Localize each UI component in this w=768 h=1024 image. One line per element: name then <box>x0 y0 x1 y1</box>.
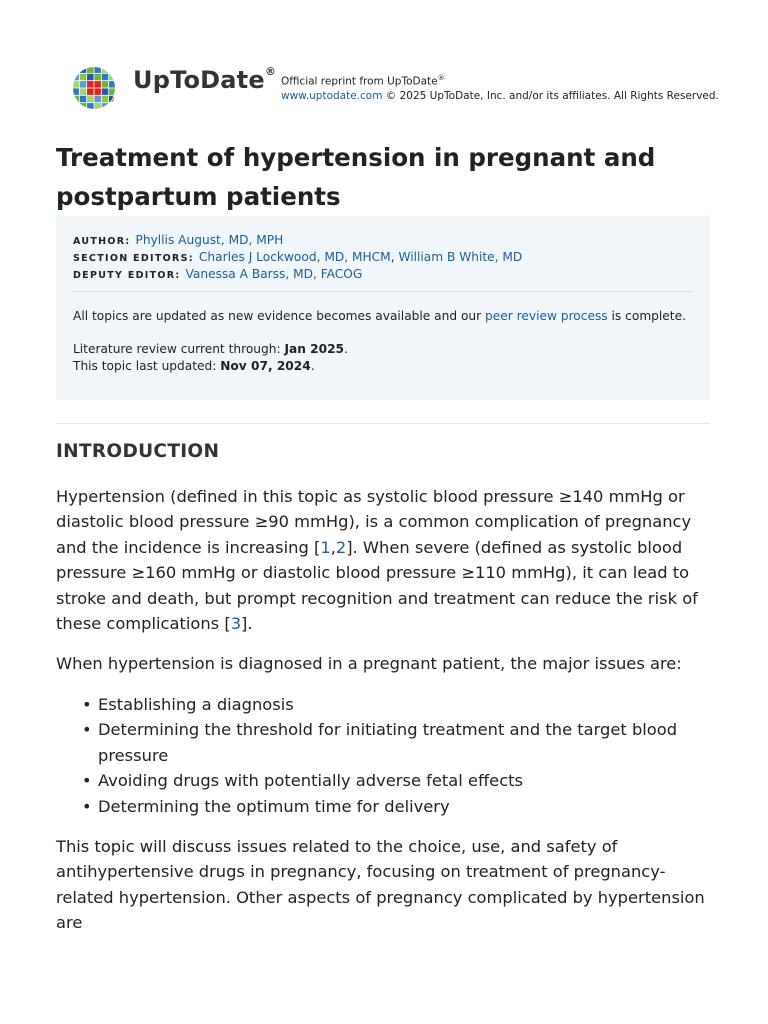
uptodate-site-link[interactable]: www.uptodate.com <box>281 89 383 102</box>
peer-review-link[interactable]: peer review process <box>485 309 608 323</box>
deputy-editor-link[interactable]: Vanessa A Barss, MD, FACOG <box>185 267 363 281</box>
logo-tile <box>80 103 87 110</box>
section-editor-link[interactable]: William B White, MD <box>398 250 523 264</box>
reference-link[interactable]: 2 <box>335 537 347 557</box>
logo-tile <box>94 81 101 88</box>
logo-tile <box>102 81 109 88</box>
author-link[interactable]: Phyllis August, MD, MPH <box>135 233 284 247</box>
logo-tile <box>87 103 94 110</box>
logo-tile <box>102 88 109 95</box>
logo-tile <box>72 103 79 110</box>
logo-tile <box>87 96 94 103</box>
logo-tile <box>72 96 79 103</box>
logo-tile <box>109 66 116 73</box>
deputy-editor-line: DEPUTY EDITOR: Vanessa A Barss, MD, FACOG <box>73 267 363 281</box>
logo-tile <box>87 88 94 95</box>
logo-tile <box>109 81 116 88</box>
logo-tile <box>102 74 109 81</box>
topic-title: Treatment of hypertension in pregnant and postpartum patients <box>56 143 656 211</box>
list-item: • Determining the threshold for initiating treatment and the target blood pressure <box>82 720 678 765</box>
last-updated-date: This topic last updated: Nov 07, 2024. <box>73 359 315 373</box>
reference-link[interactable]: 3 <box>230 614 242 634</box>
reprint-notice: Official reprint from UpToDate® www.uptodate.com © 2025 UpToDate, Inc. and/or its affiliates. All Rights Reserved. <box>281 74 719 102</box>
logo-tile <box>80 74 87 81</box>
logo-tile <box>87 66 94 73</box>
brand-name: UpToDate® <box>133 65 277 94</box>
logo-tile <box>80 66 87 73</box>
logo-tile <box>72 88 79 95</box>
logo-tile <box>102 103 109 110</box>
section-editor-link[interactable]: Charles J Lockwood, MD, MHCM <box>198 250 391 264</box>
topic-info-box <box>56 216 710 400</box>
scope-paragraph: This topic will discuss issues related to the choice, use, and safety of antihypertensive drugs in pregnancy, focusing on treatment of pregnancy-related hypertension. Other aspects of pregnancy complicated by hypertension are <box>56 837 705 933</box>
logo-tile <box>94 66 101 73</box>
update-notice: All topics are updated as new evidence becomes available and our peer review process is complete. <box>73 309 686 323</box>
logo-tile <box>109 103 116 110</box>
list-item: • Avoiding drugs with potentially adverse fetal effects <box>82 771 524 791</box>
list-item: • Determining the optimum time for delivery <box>82 796 450 816</box>
logo-tile <box>102 66 109 73</box>
logo-tile <box>72 66 79 73</box>
literature-review-date: Literature review current through: Jan 2025. <box>73 342 348 356</box>
logo-tile <box>80 96 87 103</box>
intro-paragraph: Hypertension (defined in this topic as systolic blood pressure ≥140 mmHg or diastolic blood pressure ≥90 mmHg), is a common complication of pregnancy and the incidence is increasing [1,2]. When severe (defined as systolic blood pressure ≥160 mmHg or diastolic blood pressure ≥110 mmHg), it can lead to stroke and death, but prompt recognition and treatment can reduce the risk of these complications [3]. <box>56 487 698 634</box>
logo-tile <box>94 96 101 103</box>
reference-link[interactable]: 1 <box>320 537 331 557</box>
list-item: • Establishing a diagnosis <box>82 695 294 714</box>
logo-tile <box>72 81 79 88</box>
section-heading-introduction: INTRODUCTION <box>56 441 220 462</box>
logo-tile <box>109 88 116 95</box>
author-line: AUTHOR: Phyllis August, MD, MPH <box>73 233 284 247</box>
logo-tile <box>87 81 94 88</box>
issues-list <box>56 692 696 819</box>
logo-tile <box>94 103 101 110</box>
page-header <box>72 62 719 112</box>
logo-tile <box>87 74 94 81</box>
section-divider <box>56 423 710 424</box>
logo-tile <box>94 74 101 81</box>
logo-tile <box>94 88 101 95</box>
logo-tile <box>80 81 87 88</box>
logo-tile <box>109 74 116 81</box>
copyright-text: © 2025 UpToDate, Inc. and/or its affiliates. All Rights Reserved. <box>385 89 719 102</box>
info-divider <box>73 291 693 292</box>
logo-tile <box>80 88 87 95</box>
logo-tile <box>72 74 79 81</box>
section-editors-line: SECTION EDITORS: Charles J Lockwood, MD, MHCM, William B White, MD <box>73 250 523 264</box>
logo-registered-mark: ® <box>108 96 115 104</box>
issues-intro-paragraph: When hypertension is diagnosed in a pregnant patient, the major issues are: <box>56 654 682 673</box>
